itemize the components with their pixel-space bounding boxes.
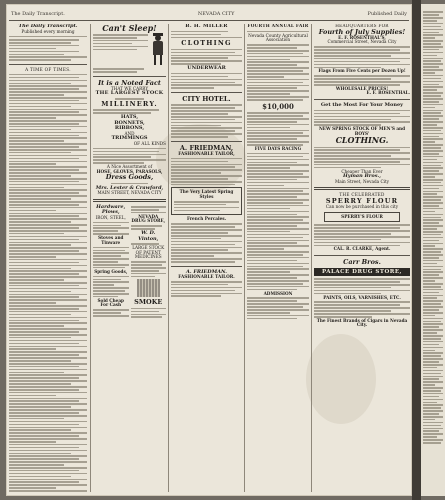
dress-goods: Dress Goods, xyxy=(105,173,154,182)
hose-gloves-line: HOSE, GLOVES, PARASOLS, xyxy=(96,168,163,174)
hardware-ad xyxy=(93,205,129,320)
vinton-name: W. D. Vinton, xyxy=(138,230,159,242)
city-hotel-heading: CITY HOTEL. xyxy=(182,94,231,103)
terms-text xyxy=(9,39,87,61)
column-1 xyxy=(9,24,87,492)
noted-fact-heading: It is a Noted Fact xyxy=(98,78,161,87)
page-gutter xyxy=(412,0,421,500)
spring-styles-box xyxy=(171,187,242,215)
sperry-label-box xyxy=(324,212,400,223)
five-days-racing: FIVE DAYS RACING xyxy=(254,145,302,151)
friedman-tailor: FASHIONABLE TAILOR, xyxy=(178,150,235,156)
column-5 xyxy=(314,24,410,492)
firm-street: MAIN STREET, NEVADA CITY xyxy=(97,190,162,196)
smoke-heading: SMOKE xyxy=(134,298,163,307)
paper-title: The Daily Transcript. xyxy=(18,24,78,29)
notice-heading: A TIME OF TIMES. xyxy=(25,66,71,72)
friedman-tailor-2: FASHIONABLE TAILOR. xyxy=(178,274,235,280)
rosenthal-signature: E. F. ROSENTHAL. xyxy=(366,90,410,96)
tobacco-illustration xyxy=(137,279,161,297)
wholesale-prices: WHOLESALE PRICES! xyxy=(335,85,389,91)
drug-store-ad xyxy=(131,205,167,320)
fair-reward: $10,000 xyxy=(262,101,294,111)
hardware-sub: IRON, STEEL, xyxy=(95,214,126,220)
column-2 xyxy=(93,24,166,492)
stoves-tinware: Stoves and Tinware xyxy=(98,235,124,245)
column-rule xyxy=(90,24,91,492)
cheaper-than-ever: Cheaper Than Ever xyxy=(341,168,383,174)
man-in-hat-illustration xyxy=(150,35,166,65)
miller-name: B. H. MILLER xyxy=(185,24,228,29)
celebrated-line: THE CELEBRATED xyxy=(339,192,385,198)
paper-subtitle: Published every morning xyxy=(21,28,75,34)
fair-heading: FOURTH ANNUAL FAIR xyxy=(247,24,309,28)
masthead-left: The Daily Transcript. xyxy=(11,10,65,17)
commercial-street: Commercial Street, Nevada City xyxy=(327,39,397,45)
column-rule xyxy=(244,24,245,492)
clothing-heading: CLOTHING xyxy=(181,39,232,48)
column-rule xyxy=(311,24,312,492)
fair-admission: ADMISSION xyxy=(263,290,293,296)
hyman-address: Main Street, Nevada City xyxy=(334,178,390,184)
hyman-bros: Hyman Bros., xyxy=(342,173,382,180)
item-ribbons: RIBBONS, xyxy=(114,125,145,132)
item-trimmings: TRIMMINGS xyxy=(111,135,148,142)
assortment-line: A Nice Assortment of xyxy=(106,164,153,170)
french-percales: French Percales. xyxy=(186,216,227,222)
millinery-heading: MILLINERY. xyxy=(101,100,158,109)
hardware-heading: Hardware, Plows, xyxy=(96,203,126,216)
rosenthal-name: E. F. ROSENTHAL'S, xyxy=(338,34,386,40)
new-spring-stock: NEW SPRING STOCK OF MEN'S and BOYS' xyxy=(318,126,406,136)
fair-subheading: Nevada County Agricultural Association xyxy=(248,32,308,43)
carr-bros: Carr Bros. xyxy=(343,258,381,267)
noted-fact-sub: THAT WE CARRY xyxy=(110,85,149,91)
underwear-heading: UNDERWEAR xyxy=(187,65,226,72)
headquarters-line: HEADQUARTERS FOR xyxy=(335,24,389,28)
column-rule xyxy=(168,24,169,492)
flags-heading: Flags From Five Cents per Dozen Up! xyxy=(318,68,406,74)
fourth-of-july-heading: Fourth of July Supplies! xyxy=(318,27,406,36)
editorial-text xyxy=(9,74,87,492)
item-hats: HATS, xyxy=(120,114,139,121)
column-3 xyxy=(171,24,242,492)
newspaper-page xyxy=(6,4,412,496)
finest-cigars: The Finest Brands of Cigars in Nevada City. xyxy=(316,317,408,328)
largest-stock: THE LARGEST STOCK xyxy=(95,90,164,97)
item-bonnets: BONNETS, xyxy=(114,119,145,126)
nevada-drug-store: NEVADA DRUG STORE, xyxy=(131,213,166,224)
adjacent-page-edge xyxy=(421,4,445,496)
purchased-line: Can now be purchased in this city xyxy=(325,204,399,210)
sperry-label: SPERRY'S FLOUR xyxy=(341,213,383,219)
all-kinds: OF ALL KINDS xyxy=(133,140,166,146)
friedman-name: A. FRIEDMAN, xyxy=(179,143,234,152)
cal-clarke-agent: CAL. R. CLARKE, Agent. xyxy=(333,246,391,252)
cant-sleep-ad xyxy=(93,24,166,73)
sperry-flour-heading: SPERRY FLOUR xyxy=(325,196,399,205)
masthead-strip xyxy=(9,7,409,21)
spring-goods: Spring Goods, xyxy=(94,268,128,274)
item-and: AND xyxy=(124,130,135,136)
lower-ads-row xyxy=(93,205,166,320)
clothing-big: CLOTHING. xyxy=(335,135,389,146)
most-for-money: Get the Most For Your Money xyxy=(320,102,404,109)
palace-drug-store: PALACE DRUG STORE, xyxy=(314,268,410,276)
column-4 xyxy=(247,24,309,492)
cant-sleep-headline: Can't Sleep! xyxy=(102,24,157,33)
adjacent-page-text xyxy=(423,10,443,490)
millinery-ad xyxy=(93,80,166,196)
masthead-center: NEVADA CITY xyxy=(197,10,235,17)
friedman-name-2: A. FRIEDMAN. xyxy=(186,268,227,275)
firm-name: Mrs. Lester & Crawford, xyxy=(95,184,164,191)
masthead-right: Published Daily xyxy=(367,10,407,17)
sold-cheap-cash: Sold Cheap For Cash xyxy=(97,297,124,308)
patent-medicines: LARGE STOCK OF PATENT MEDICINES xyxy=(132,245,165,260)
paints-oils: PAINTS, OILS, VARNISHES, ETC. xyxy=(323,294,401,300)
latest-styles: The Very Latest Spring Styles xyxy=(179,189,234,199)
